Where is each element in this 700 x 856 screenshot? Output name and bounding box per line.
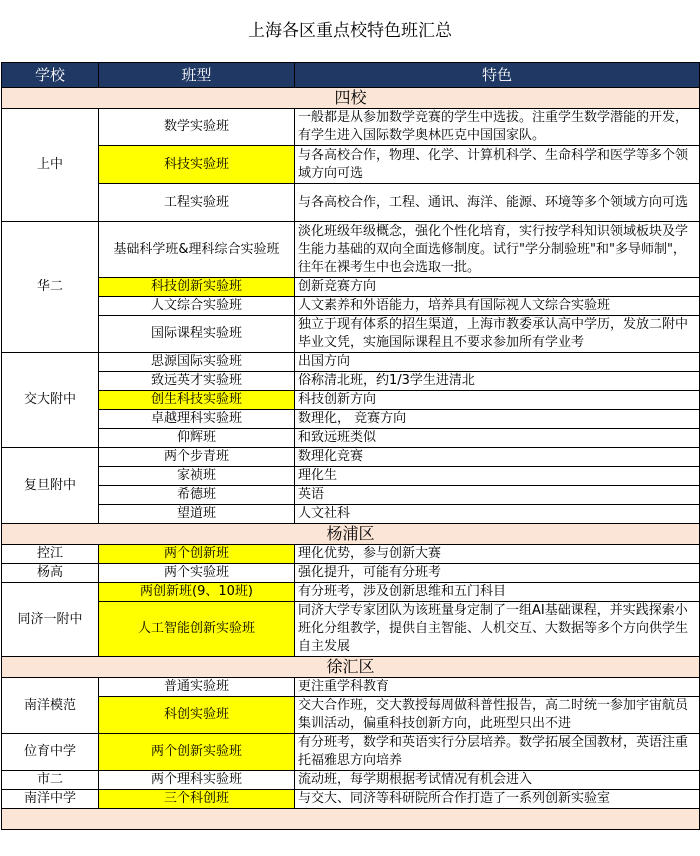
header-feature: 特色 (295, 63, 700, 88)
table-row (2, 467, 700, 486)
table-row (2, 678, 700, 697)
class-type: 两个步青班 (99, 448, 295, 467)
class-type: 科技实验班 (99, 146, 295, 184)
class-feature: 与交大、同济等科研院所合作打造了一系列创新实验室 (295, 790, 700, 809)
class-feature: 更注重学科教育 (295, 678, 700, 697)
class-type: 工程实验班 (99, 184, 295, 222)
class-type: 两个理科实验班 (99, 771, 295, 790)
class-feature: 强化提升，可能有分班考 (295, 564, 700, 583)
class-feature: 同济大学专家团队为该班量身定制了一组AI基础课程，并实践探索小班化分组教学，提供自主智能、人机交互、大数据等多个方向供学生自主发展 (295, 602, 700, 657)
class-type: 两创新班(9、10班) (99, 583, 295, 602)
class-type: 人工智能创新实验班 (99, 602, 295, 657)
table-row (2, 184, 700, 222)
class-feature: 淡化班级年级概念，强化个性化培育，实行按学科知识领域板块及学生能力基础的双向全面选修制度。试行"学分制验班"和"多导师制"，往年在裸考生中也会选取一批。 (295, 222, 700, 278)
summary-table (1, 62, 700, 830)
class-type: 思源国际实验班 (99, 353, 295, 372)
table-row (2, 583, 700, 602)
class-feature: 出国方向 (295, 353, 700, 372)
school-name: 华二 (2, 222, 99, 353)
school-name: 杨高 (2, 564, 99, 583)
class-feature: 与各高校合作，物理、化学、计算机科学、生命科学和医学等多个领域方向可选 (295, 146, 700, 184)
class-feature: 科技创新方向 (295, 391, 700, 410)
class-type: 人文综合实验班 (99, 297, 295, 316)
table-row (2, 372, 700, 391)
school-name: 市二 (2, 771, 99, 790)
class-type: 两个实验班 (99, 564, 295, 583)
header-school: 学校 (2, 63, 99, 88)
section-title: 徐汇区 (2, 657, 700, 678)
section-title: 杨浦区 (2, 524, 700, 545)
class-type: 家祯班 (99, 467, 295, 486)
table-row (2, 697, 700, 734)
table-row (2, 146, 700, 184)
table-row (2, 790, 700, 809)
table-row (2, 771, 700, 790)
class-type: 望道班 (99, 505, 295, 524)
table-row (2, 602, 700, 657)
section-row (2, 88, 700, 109)
class-type: 科创实验班 (99, 697, 295, 734)
table-row (2, 429, 700, 448)
school-name: 复旦附中 (2, 448, 99, 524)
header-class-type: 班型 (99, 63, 295, 88)
section-row (2, 524, 700, 545)
class-feature: 有分班考，涉及创新思维和五门科目 (295, 583, 700, 602)
table-row (2, 564, 700, 583)
class-feature: 与各高校合作，工程、通讯、海洋、能源、环境等多个领域方向可选 (295, 184, 700, 222)
table-row (2, 278, 700, 297)
class-feature: 交大合作班，交大教授每周做科普性报告，高二时统一参加宇宙航员集训活动，偏重科技创新方向，此班型只出不进 (295, 697, 700, 734)
class-type: 基础科学班&理科综合实验班 (99, 222, 295, 278)
table-row (2, 297, 700, 316)
class-type: 创生科技实验班 (99, 391, 295, 410)
table-row (2, 316, 700, 353)
table-body (2, 88, 700, 830)
class-feature: 和致远班类似 (295, 429, 700, 448)
school-name: 上中 (2, 109, 99, 222)
class-type: 国际课程实验班 (99, 316, 295, 353)
table-row (2, 222, 700, 278)
table-row (2, 391, 700, 410)
class-feature: 俗称清北班，约1/3学生进清北 (295, 372, 700, 391)
class-feature: 有分班考，数学和英语实行分层培养。数学拓展全国教材，英语注重托福雅思方向培养 (295, 734, 700, 771)
section-row-cut (2, 809, 700, 830)
class-feature: 英语 (295, 486, 700, 505)
header-row (2, 63, 700, 88)
class-feature: 数理化， 竞赛方向 (295, 410, 700, 429)
class-type: 仰辉班 (99, 429, 295, 448)
class-feature: 人文素养和外语能力，培养具有国际视人文综合实验班 (295, 297, 700, 316)
class-type: 三个科创班 (99, 790, 295, 809)
table-row (2, 734, 700, 771)
class-feature: 人文社科 (295, 505, 700, 524)
school-name: 南洋中学 (2, 790, 99, 809)
school-name: 交大附中 (2, 353, 99, 448)
class-type: 希德班 (99, 486, 295, 505)
class-feature: 独立于现有体系的招生渠道，上海市教委承认高中学历，发放二附中毕业文凭，实施国际课程且不要求参加所有学业考 (295, 316, 700, 353)
section-row (2, 657, 700, 678)
school-name: 同济一附中 (2, 583, 99, 657)
school-name: 位育中学 (2, 734, 99, 771)
class-type: 普通实验班 (99, 678, 295, 697)
class-type: 两个创新实验班 (99, 734, 295, 771)
class-feature: 理化优势，参与创新大赛 (295, 545, 700, 564)
class-feature: 理化生 (295, 467, 700, 486)
section-title: 四校 (2, 88, 700, 109)
table-row (2, 109, 700, 146)
section-title-cut (2, 809, 700, 830)
class-type: 数学实验班 (99, 109, 295, 146)
table-row (2, 410, 700, 429)
class-feature: 创新竞赛方向 (295, 278, 700, 297)
class-type: 卓越理科实验班 (99, 410, 295, 429)
table-row (2, 448, 700, 467)
class-feature: 一般都是从参加数学竞赛的学生中选拔。注重学生数学潜能的开发，有学生进入国际数学奥林匹克中国国家队。 (295, 109, 700, 146)
table-row (2, 353, 700, 372)
table-row (2, 545, 700, 564)
page-title: 上海各区重点校特色班汇总 (248, 21, 452, 41)
school-name: 南洋模范 (2, 678, 99, 734)
class-type: 科技创新实验班 (99, 278, 295, 297)
table-row (2, 486, 700, 505)
school-name: 控江 (2, 545, 99, 564)
class-type: 两个创新班 (99, 545, 295, 564)
class-feature: 数理化竞赛 (295, 448, 700, 467)
class-type: 致远英才实验班 (99, 372, 295, 391)
table-row (2, 505, 700, 524)
class-feature: 流动班，每学期根据考试情况有机会进入 (295, 771, 700, 790)
